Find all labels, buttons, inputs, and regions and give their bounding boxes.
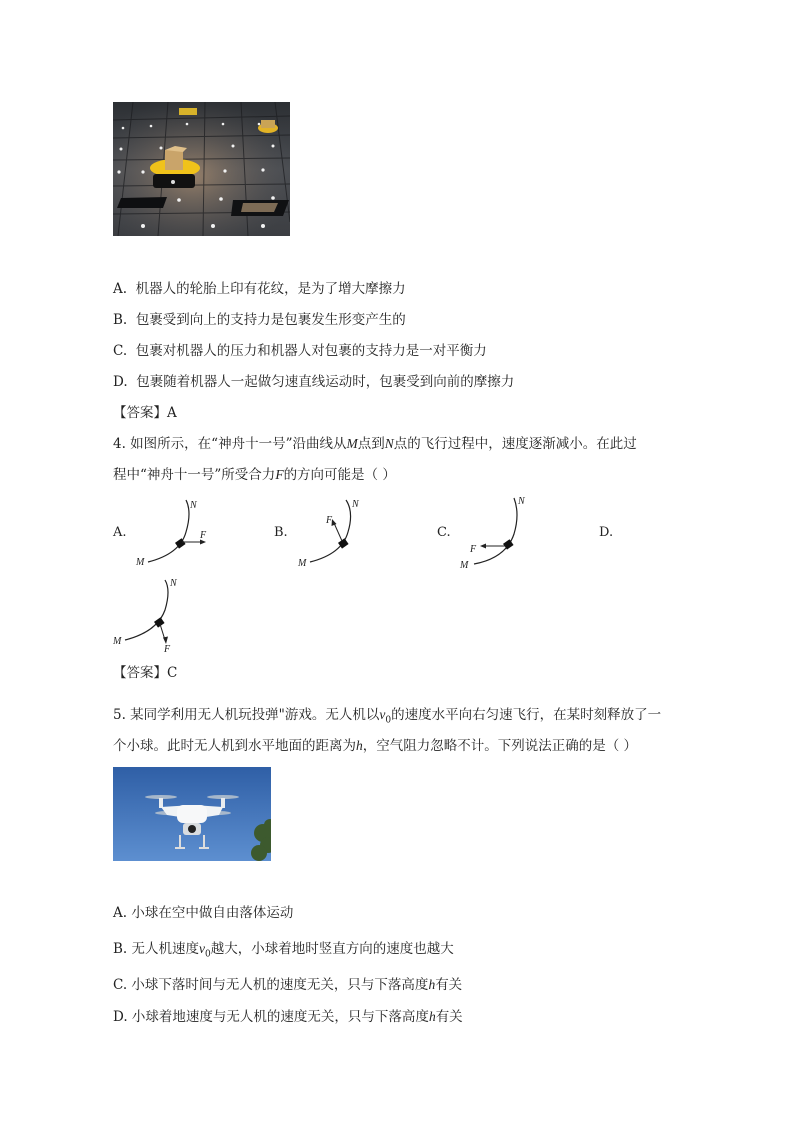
q4-text: 程中“神舟十一号”所受合力 [113,467,276,483]
symbol-h: h [428,1009,436,1024]
q4-text: 点到 [357,436,385,452]
diagram-b [294,496,384,572]
trajectory-curve [148,500,189,562]
option-text: 机器人的轮胎上印有花纹，是为了增大摩擦力 [135,281,406,297]
answer-value: A [167,405,177,421]
option-b [113,310,406,330]
symbol-m: M [346,436,358,451]
option-a [113,279,406,299]
arrowhead [332,519,337,526]
option-text: D. 小球着地速度与无人机的速度无关，只与下落高度 [113,1009,429,1025]
q5-stem-line2 [113,736,637,756]
option-text: 包裹随着机器人一起做匀速直线运动时，包裹受到向前的摩擦力 [136,374,515,390]
option-text: 有关 [435,1009,463,1025]
trajectory-curve [474,498,517,564]
option-text: B. 无人机速度 [113,941,200,957]
label-f: F [200,530,207,541]
symbol-v: v [199,941,206,956]
answer-q4 [113,663,177,683]
option-text: A. 小球在空中做自由落体运动 [113,905,294,921]
diagram-c [458,494,548,570]
q5-option-c [113,975,462,995]
spacecraft-marker [503,539,514,549]
force-arrow [334,523,342,541]
choice-d-letter: D. [599,525,614,540]
q4-text: 的方向可能是（ ） [283,467,396,483]
choice-a-letter: A. [113,525,127,540]
trajectory-curve [125,580,168,640]
q5-stem-line1 [113,705,661,731]
label-f: F [470,544,477,555]
label-n: N [190,500,197,511]
q5-text: 个小球。此时无人机到水平地面的距离为 [113,738,356,754]
option-c [113,341,487,361]
symbol-n: N [384,436,394,451]
symbol-f: F [275,467,284,482]
answer-label: 【答案】 [113,665,167,681]
label-m: M [136,557,145,568]
option-text: C. 小球下落时间与无人机的速度无关，只与下落高度 [113,977,429,993]
answer-value: C [167,665,178,681]
label-m: M [113,636,122,647]
arrowhead [480,544,486,549]
option-letter: A. [113,281,128,297]
q4-stem-line1 [113,434,637,454]
q4-stem-line2 [113,465,396,485]
trajectory-curve [310,500,351,562]
q5-option-b [113,939,454,965]
subscript-0: 0 [205,949,211,960]
label-m: M [298,558,307,569]
q5-text: 的速度水平向右匀速飞行，在某时刻释放了一 [391,707,662,723]
label-n: N [352,499,359,510]
drone-photo [113,767,271,861]
symbol-h: h [356,738,363,753]
subscript-0: 0 [385,715,392,726]
option-text: 包裹对机器人的压力和机器人对包裹的支持力是一对平衡力 [135,343,487,359]
option-letter: D. [113,374,128,390]
diagram-d [113,576,203,656]
diagram-a [130,496,220,572]
option-letter: C. [113,343,128,359]
label-m: M [460,560,469,570]
option-letter: B. [113,312,128,328]
q4-text: 4. 如图所示，在“神舟十一号”沿曲线从 [113,436,347,452]
option-d [113,372,514,392]
symbol-v: v [379,707,386,722]
spacecraft-marker [154,617,165,627]
q5-text: 5. 某同学利用无人机玩投弹"游戏。无人机以 [113,707,380,723]
q5-option-a [113,903,293,923]
q4-text: 点的飞行过程中，速度逐渐减小。在此过 [393,436,637,452]
option-text: 包裹受到向上的支持力是包裹发生形变产生的 [135,312,406,328]
q5-option-d [113,1007,463,1027]
option-text: 越大，小球着地时竖直方向的速度也越大 [210,941,454,957]
label-n: N [170,578,177,589]
answer-q3 [113,403,177,423]
label-f: F [164,644,171,655]
arrowhead [163,637,168,645]
warehouse-robot-photo [113,102,290,236]
label-n: N [518,496,525,507]
choice-c-letter: C. [437,525,451,540]
answer-label: 【答案】 [113,405,167,421]
label-f: F [326,515,333,526]
q5-text: ，空气阻力忽略不计。下列说法正确的是（ ） [362,738,638,754]
choice-b-letter: B. [274,525,288,540]
option-text: 有关 [435,977,463,993]
symbol-h: h [428,977,436,992]
